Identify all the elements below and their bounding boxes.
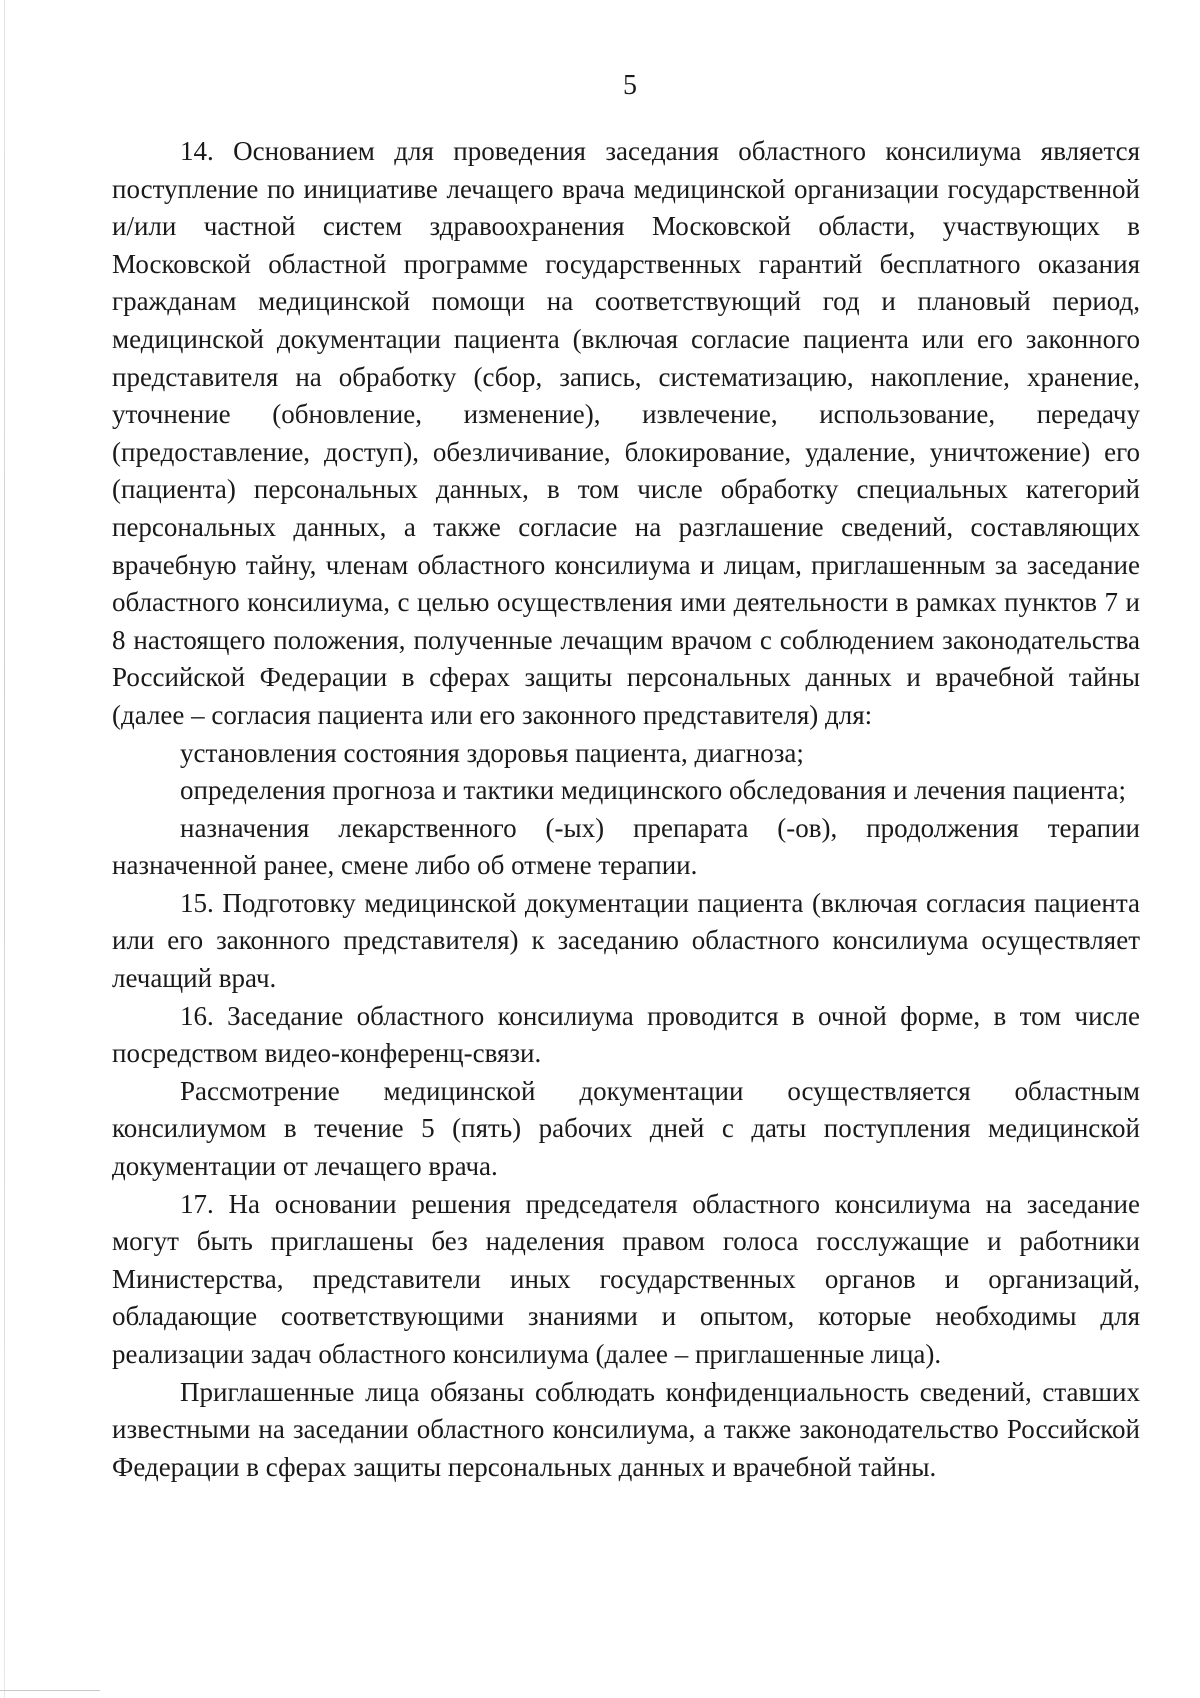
paragraph-16-part-2: Рассмотрение медицинской документации осуществляется областным консилиумом в течение 5 (пять) рабочих дней с даты поступления медицинской документации от лечащего врача. — [112, 1075, 1140, 1182]
paragraph-15: 15. Подготовку медицинской документации пациента (включая согласия пациента или его законного представителя) к заседанию областного консилиума осуществляет лечащий врач. — [112, 887, 1140, 994]
paragraph-14-item-3: назначения лекарственного (-ых) препарата (-ов), продолжения терапии назначенной ранее, смене либо об отмене терапии. — [112, 812, 1140, 881]
paragraph-16: 16. Заседание областного консилиума проводится в очной форме, в том числе посредством видео-конференц-связи. — [112, 1000, 1140, 1069]
paragraph-17-part-2: Приглашенные лица обязаны соблюдать конфиденциальность сведений, ставших известными на заседании областного консилиума, а также законодательство Российской Федерации в сферах защиты персональных данных и врачебной тайны. — [112, 1376, 1140, 1482]
paragraph-14-item-1: установления состояния здоровья пациента, диагноза; — [180, 737, 804, 768]
page-number: 5 — [623, 70, 637, 101]
scan-bottom-edge — [0, 1690, 100, 1691]
paragraph-17: 17. На основании решения председателя областного консилиума на заседание могут быть приглашены без наделения правом голоса госслужащие и работники Министерства, представители иных государственных органов и организаций, обладающие соответствующими знаниями и опытом, которые необходимы для реализации задач областного консилиума (далее – приглашенные лица). — [112, 1188, 1140, 1369]
document-body — [112, 133, 1140, 1486]
paragraph-14: 14. Основанием для проведения заседания областного консилиума является поступление по инициативе лечащего врача медицинской организации государственной и/или частной систем здравоохранения Московской области, участвующих в Московской областной программе государственных гарантий бесплатного оказания гражданам медицинской помощи на соответствующий год и плановый период, медицинской документации пациента (включая согласие пациента или его законного представителя на обработку (сбор, запись, систематизацию, накопление, хранение, уточнение (обновление, изменение), извлечение, использование, передачу (предоставление, доступ), обезличивание, блокирование, удаление, уничтожение) его (пациента) персональных данных, в том числе обработку специальных категорий персональных данных, а также согласие на разглашение сведений, составляющих врачебную тайну, членам областного консилиума и лицам, приглашенным за заседание областного консилиума, с целью осуществления ими деятельности в рамках пунктов 7 и 8 настоящего положения, полученные лечащим врачом с соблюдением законодательства Российской Федерации в сферах защиты персональных данных и врачебной тайны (далее – согласия пациента или его законного представителя) для: — [112, 136, 1140, 730]
paragraph-14-item-2: определения прогноза и тактики медицинского обследования и лечения пациента; — [180, 775, 1126, 806]
scan-left-edge — [4, 0, 5, 1698]
